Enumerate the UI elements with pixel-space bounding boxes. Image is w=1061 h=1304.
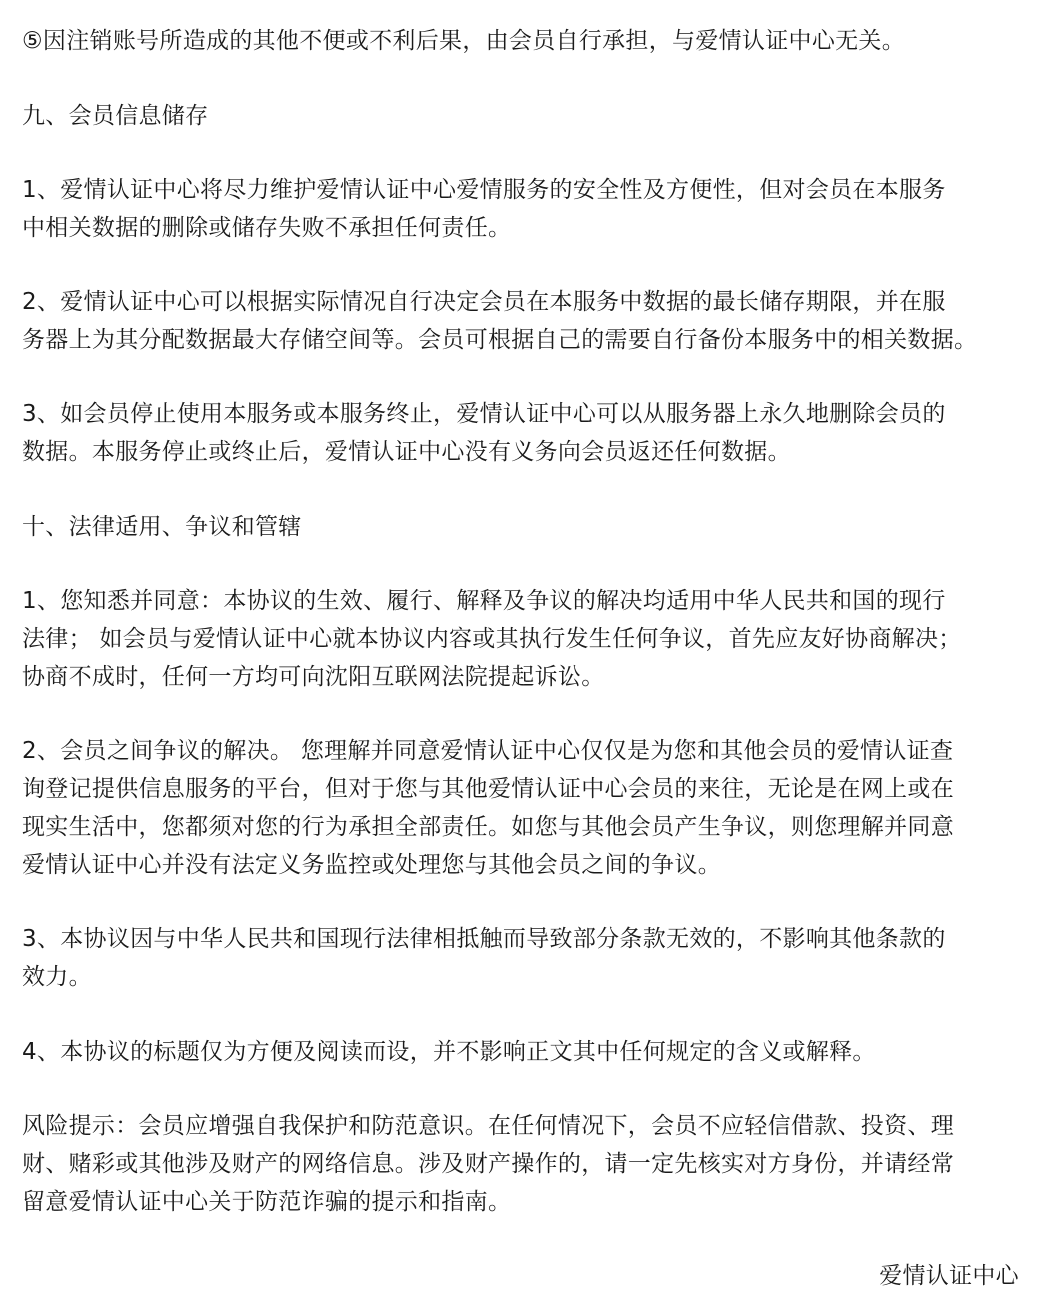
text-line: 4、本协议的标题仅为方便及阅读而设，并不影响正文其中任何规定的含义或解释。	[22, 1039, 876, 1065]
text-line: 留意爱情认证中心关于防范诈骗的提示和指南。	[22, 1189, 512, 1215]
text-line: 法律； 如会员与爱情认证中心就本协议内容或其执行发生任何争议，首先应友好协商解决；	[22, 626, 962, 652]
text-line: 2、爱情认证中心可以根据实际情况自行决定会员在本服务中数据的最长储存期限，并在服	[22, 289, 946, 315]
text-line: 财、赌彩或其他涉及财产的网络信息。涉及财产操作的，请一定先核实对方身份，并请经常	[22, 1151, 954, 1177]
section-heading: 十、法律适用、争议和管辖	[22, 514, 302, 540]
text-line: 3、如会员停止使用本服务或本服务终止，爱情认证中心可以从服务器上永久地删除会员的	[22, 401, 946, 427]
text-line: ⑤因注销账号所造成的其他不便或不利后果，由会员自行承担，与爱情认证中心无关。	[22, 28, 906, 54]
text-line: 协商不成时，任何一方均可向沈阳互联网法院提起诉讼。	[22, 664, 605, 690]
text-line: 2、会员之间争议的解决。 您理解并同意爱情认证中心仅仅是为您和其他会员的爱情认证查	[22, 738, 954, 764]
text-line: 效力。	[22, 964, 92, 990]
text-line: 1、您知悉并同意：本协议的生效、履行、解释及争议的解决均适用中华人民共和国的现行	[22, 588, 946, 614]
text-line: 3、本协议因与中华人民共和国现行法律相抵触而导致部分条款无效的，不影响其他条款的	[22, 926, 946, 952]
text-line: 风险提示：会员应增强自我保护和防范意识。在任何情况下，会员不应轻信借款、投资、理	[22, 1113, 954, 1139]
text-line: 询登记提供信息服务的平台，但对于您与其他爱情认证中心会员的来往，无论是在网上或在	[22, 776, 954, 802]
section-heading: 九、会员信息储存	[22, 103, 209, 129]
text-line: 爱情认证中心并没有法定义务监控或处理您与其他会员之间的争议。	[22, 852, 721, 878]
signature: 爱情认证中心	[879, 1263, 1019, 1289]
text-line: 数据。本服务停止或终止后，爱情认证中心没有义务向会员返还任何数据。	[22, 439, 791, 465]
text-line: 中相关数据的删除或储存失败不承担任何责任。	[22, 215, 512, 241]
text-line: 现实生活中，您都须对您的行为承担全部责任。如您与其他会员产生争议，则您理解并同意	[22, 814, 954, 840]
text-line: 务器上为其分配数据最大存储空间等。会员可根据自己的需要自行备份本服务中的相关数据。	[22, 327, 978, 353]
text-line: 1、爱情认证中心将尽力维护爱情认证中心爱情服务的安全性及方便性，但对会员在本服务	[22, 177, 946, 203]
